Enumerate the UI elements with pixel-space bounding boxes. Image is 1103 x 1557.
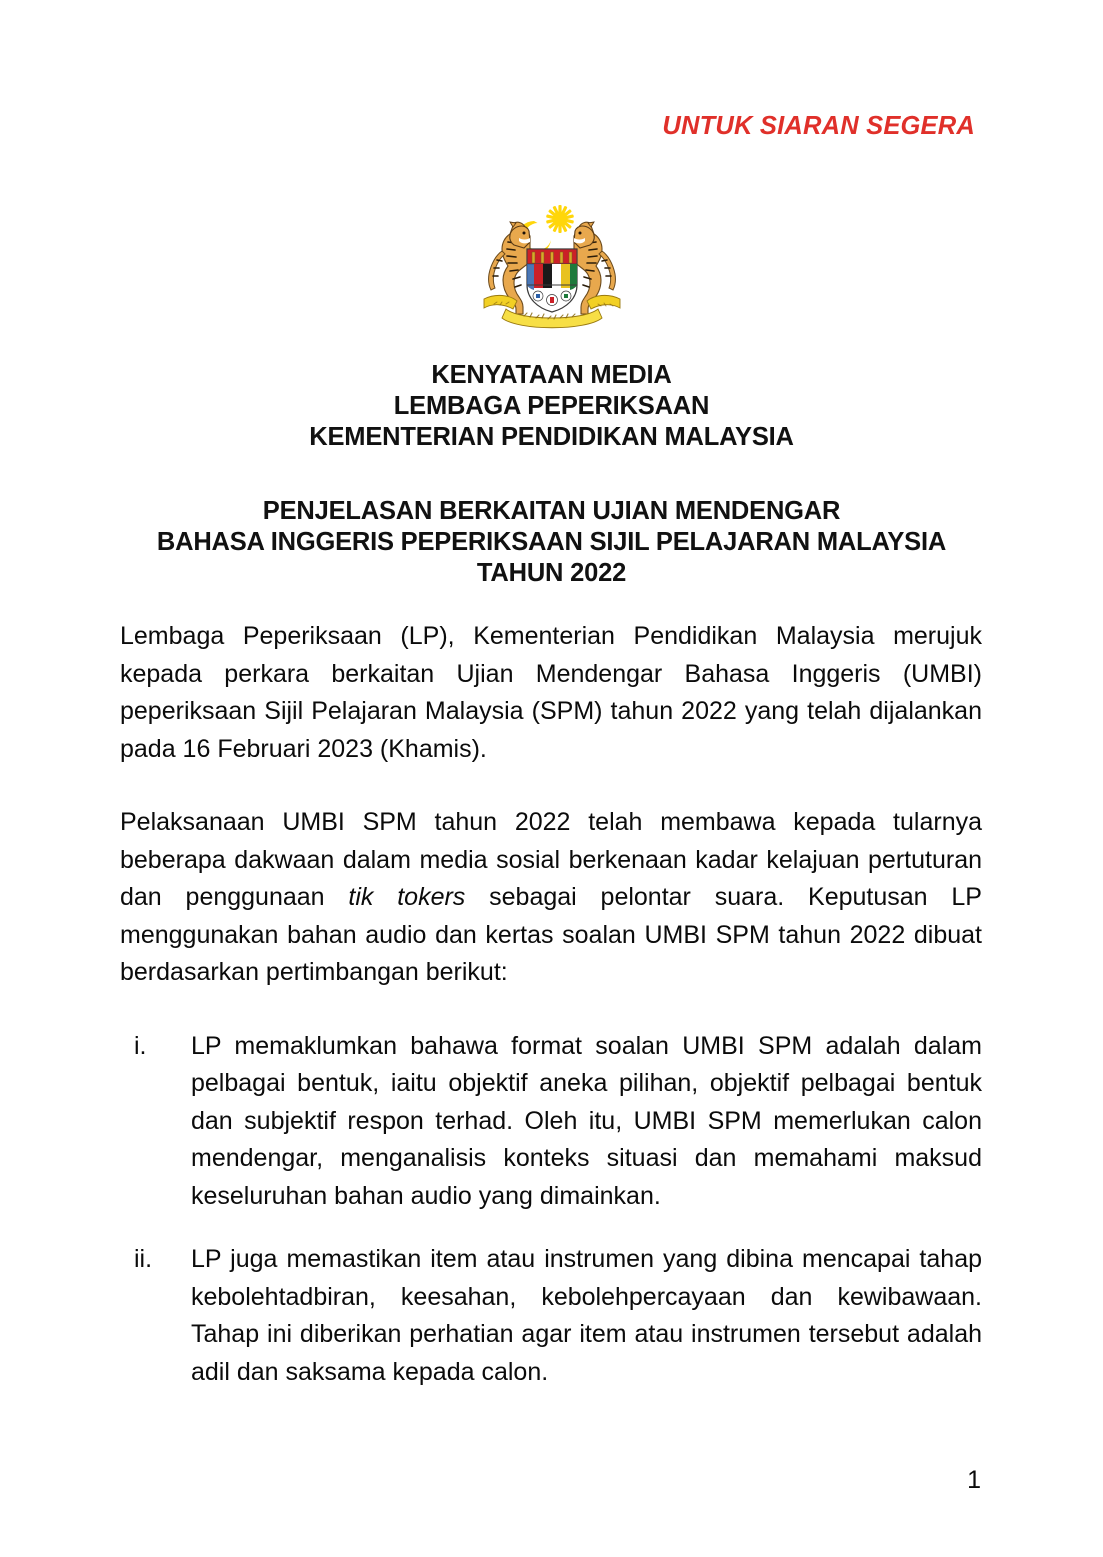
doc-title-line-3: TAHUN 2022 xyxy=(476,559,627,587)
list-item-text: LP juga memastikan item atau instrumen yang dibina mencapai tahap kebolehtadbiran, keesahan, kebolehpercayaan dan kewibawaan. Tahap ini diberikan perhatian agar item atau instrumen tersebut adalah adil dan saksama kepada calon. xyxy=(191,1245,982,1386)
shield-icon xyxy=(527,249,577,312)
document-body xyxy=(120,618,982,1391)
release-banner: UNTUK SIARAN SEGERA xyxy=(662,112,975,140)
document-title xyxy=(0,496,1103,589)
doc-title-line-2: BAHASA INGGERIS PEPERIKSAAN SIJIL PELAJARAN MALAYSIA xyxy=(156,528,947,556)
page-number: 1 xyxy=(967,1466,981,1494)
list-item xyxy=(120,1028,982,1216)
paragraph-2 xyxy=(120,804,982,992)
organisation-title xyxy=(0,360,1103,453)
list-item-text: LP memaklumkan bahawa format soalan UMBI SPM adalah dalam pelbagai bentuk, iaitu objektif aneka pilihan, objektif pelbagai bentuk dan subjektif respon terhad. Oleh itu, UMBI SPM memerlukan calon mendengar, menganalisis konteks situasi dan memahami maksud keseluruhan bahan audio yang dimainkan. xyxy=(191,1031,982,1210)
paragraph-2-segment-2: sebagai pelontar suara. Keputusan LP menggunakan bahan audio dan kertas soalan UMBI SPM tahun 2022 dibuat berdasarkan pertimbangan berikut: xyxy=(120,883,982,986)
paragraph-1: Lembaga Peperiksaan (LP), Kementerian Pendidikan Malaysia merujuk kepada perkara berkaitan Ujian Mendengar Bahasa Inggeris (UMBI) peperiksaan Sijil Pelajaran Malaysia (SPM) tahun 2022 yang telah dijalankan pada 16 Februari 2023 (Khamis). xyxy=(120,622,982,763)
org-title-line-1: KENYATAAN MEDIA xyxy=(431,361,672,389)
consideration-list xyxy=(120,1028,982,1392)
list-item xyxy=(120,1241,982,1391)
jata-negara-icon xyxy=(472,196,632,338)
org-title-line-2: LEMBAGA PEPERIKSAAN xyxy=(393,392,710,420)
list-item-marker: i. xyxy=(134,1031,147,1060)
emblem-container xyxy=(0,196,1103,338)
paragraph-2-segment-1: Pelaksanaan UMBI SPM tahun 2022 telah membawa kepada tularnya beberapa dakwaan dalam media sosial berkenaan kadar kelajuan pertuturan dan penggunaan xyxy=(120,808,982,911)
doc-title-line-1: PENJELASAN BERKAITAN UJIAN MENDENGAR xyxy=(262,497,841,525)
list-item-marker: ii. xyxy=(134,1245,153,1273)
paragraph-2-italic-term: tik tokers xyxy=(348,883,466,911)
org-title-line-3: KEMENTERIAN PENDIDIKAN MALAYSIA xyxy=(309,423,794,451)
